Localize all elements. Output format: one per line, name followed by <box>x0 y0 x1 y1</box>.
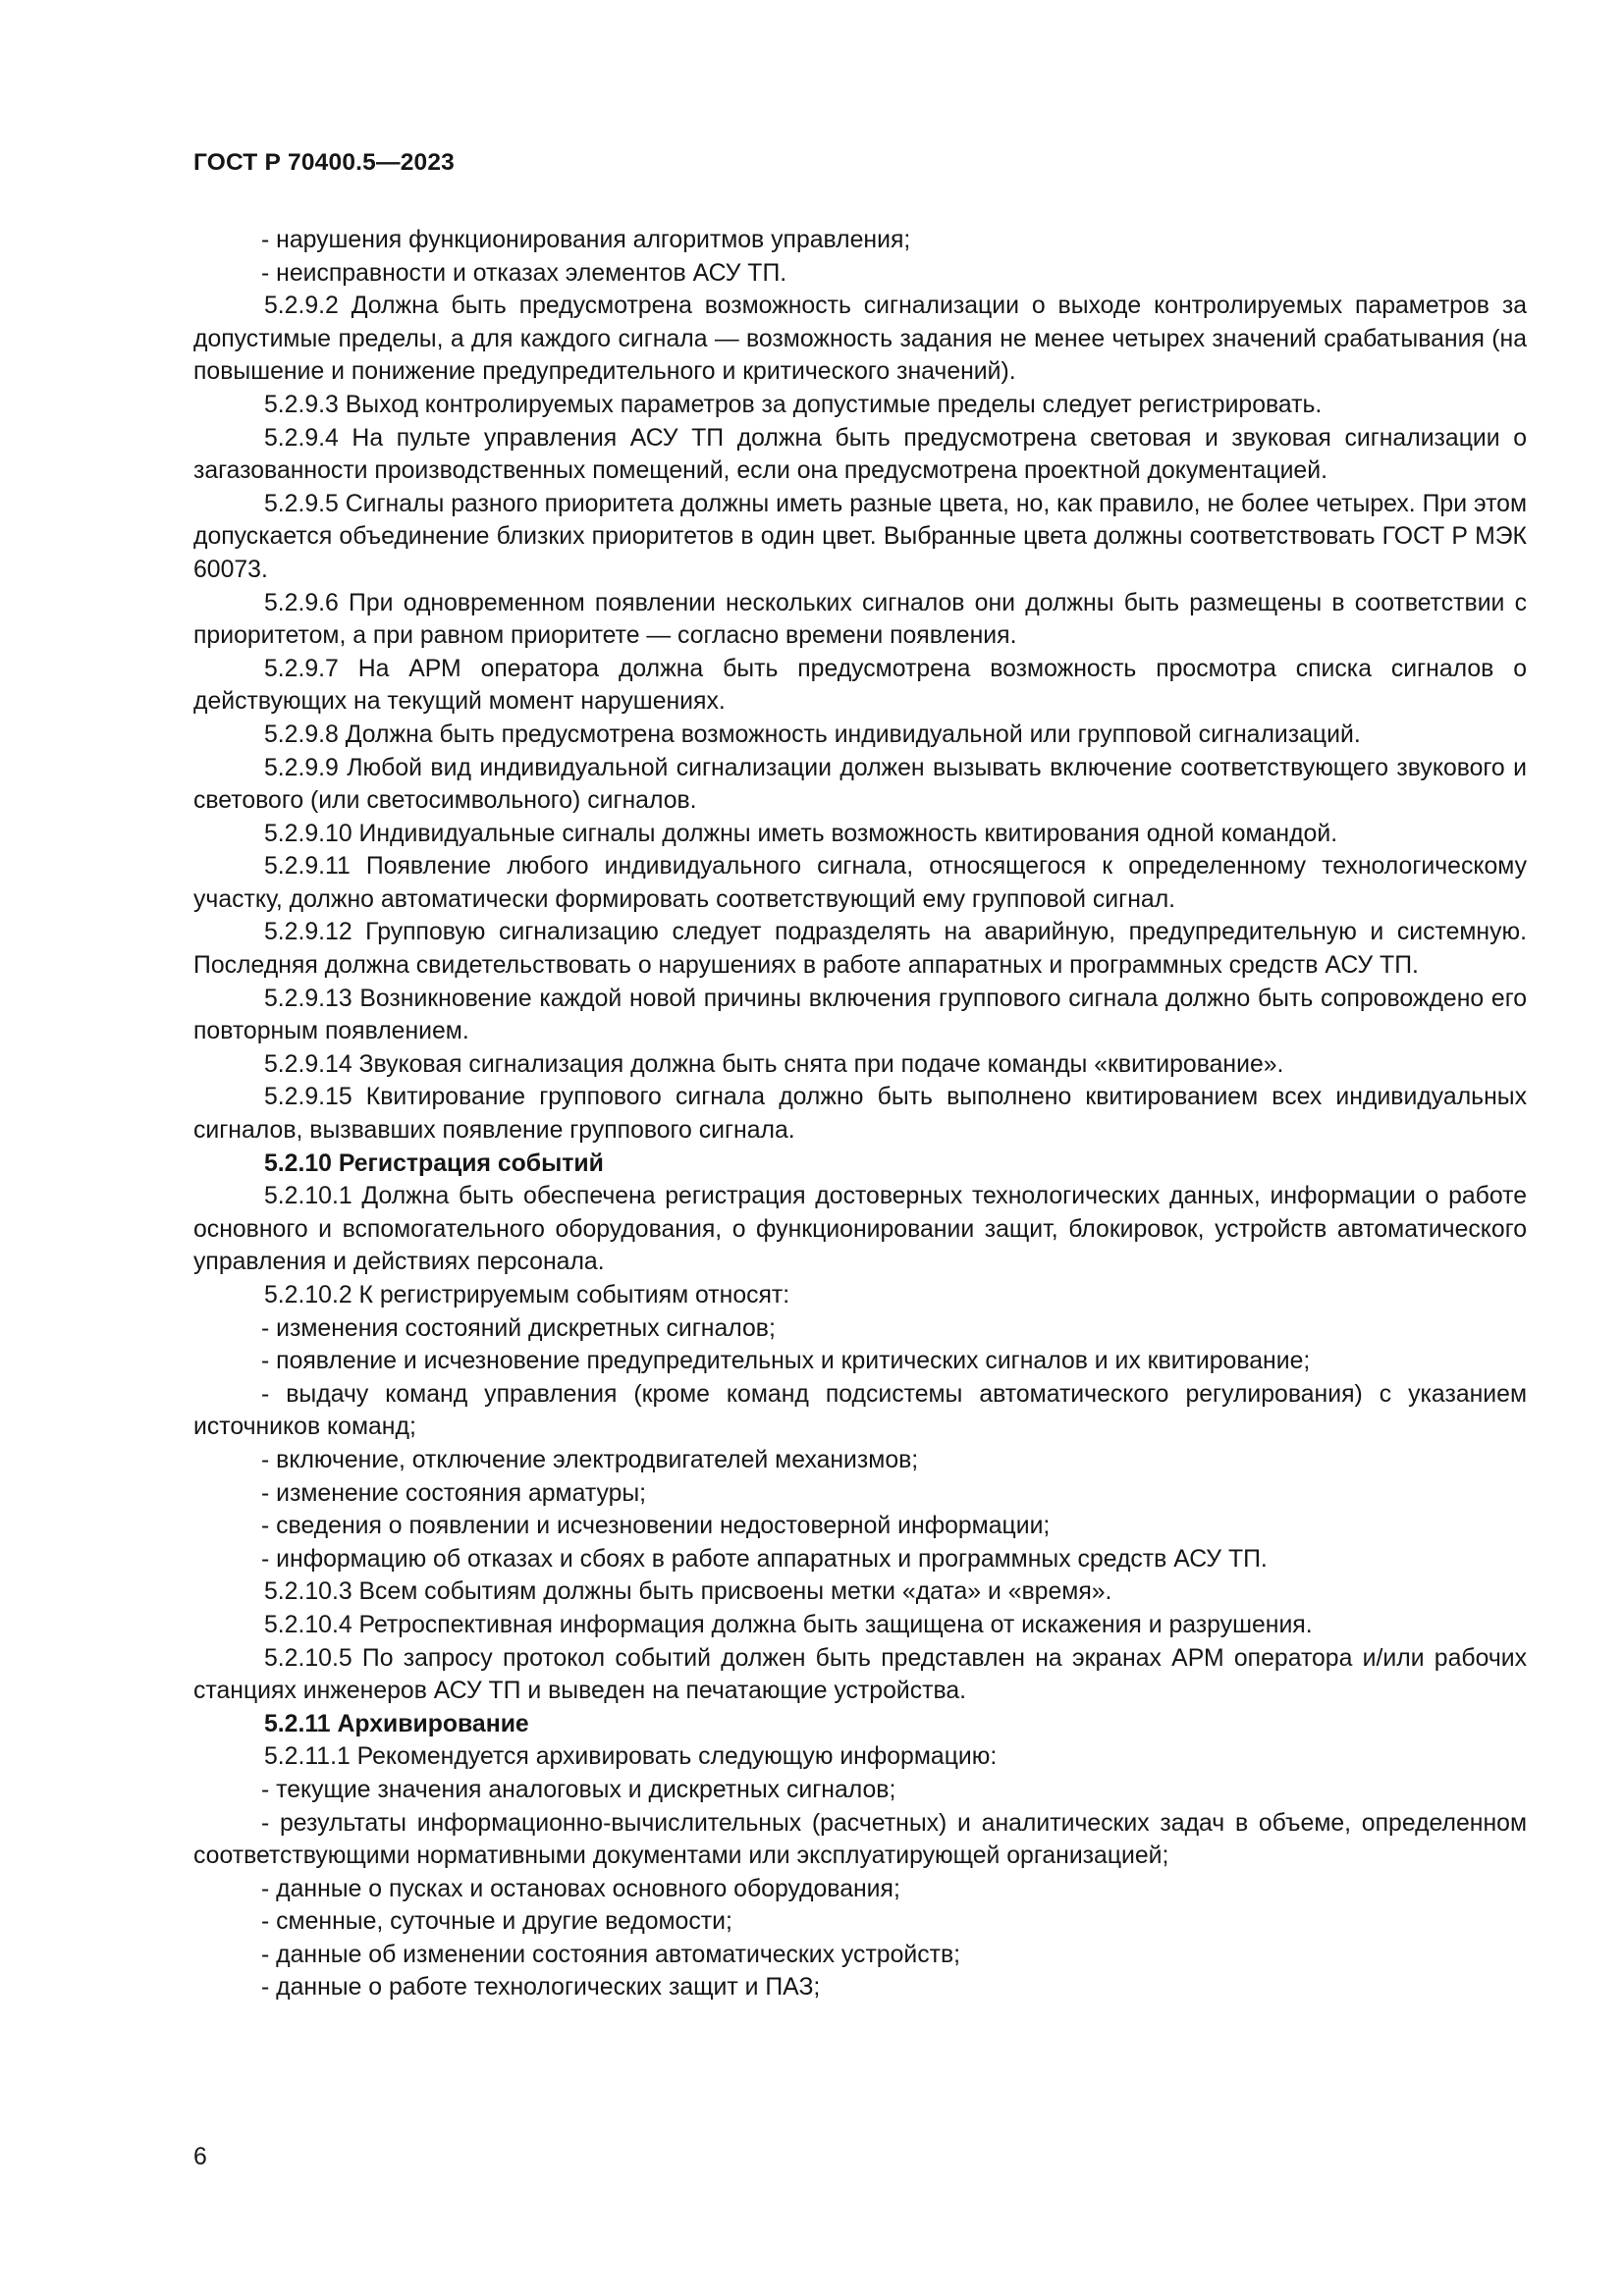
clause-paragraph: 5.2.10.2 К регистрируемым событиям относят: <box>264 1282 790 1308</box>
clause-paragraph: 5.2.9.6 При одновременном появлении нескольких сигналов они должны быть размещены в соответствии с приоритетом, а при равном приоритете — согласно времени появления. <box>193 589 1527 650</box>
section-heading: 5.2.11 Архивирование <box>264 1710 529 1737</box>
clause-paragraph: 5.2.9.12 Групповую сигнализацию следует подразделять на аварийную, предупредительную и системную. Последняя должна свидетельствовать о нарушениях в работе аппаратных и программных средств АСУ ТП. <box>193 919 1527 980</box>
clause-paragraph: 5.2.9.2 Должна быть предусмотрена возможность сигнализации о выходе контролируемых параметров за допустимые пределы, а для каждого сигнала — возможность задания не менее четырех значений срабатывания (на повышение и понижение предупредительного и критического значений). <box>193 293 1527 386</box>
section-heading: 5.2.10 Регистрация событий <box>264 1149 604 1177</box>
clause-paragraph: 5.2.10.1 Должна быть обеспечена регистрация достоверных технологических данных, информации о работе основного и вспомогательного оборудования, о функционировании защит, блокировок, устройств автоматического управления и действиях персонала. <box>193 1183 1527 1276</box>
list-item: - результаты информационно-вычислительных (расчетных) и аналитических задач в объеме, определенном соответствующими нормативными документами или эксплуатирующей организацией; <box>193 1809 1527 1870</box>
document-body <box>193 224 1527 2004</box>
list-item: - появление и исчезновение предупредительных и критических сигналов и их квитирование; <box>261 1348 1311 1375</box>
list-item: - сведения о появлении и исчезновении недостоверной информации; <box>261 1513 1051 1540</box>
list-item: - данные о пусках и остановах основного оборудования; <box>261 1875 900 1902</box>
clause-paragraph: 5.2.9.9 Любой вид индивидуальной сигнализации должен вызывать включение соответствующего звукового и светового (или светосимвольного) сигналов. <box>193 754 1527 815</box>
list-item: - изменение состояния арматуры; <box>261 1479 647 1507</box>
list-item: - текущие значения аналоговых и дискретных сигналов; <box>261 1776 896 1803</box>
list-item: - нарушения функционирования алгоритмов управления; <box>261 227 911 253</box>
clause-paragraph: 5.2.9.5 Сигналы разного приоритета должны иметь разные цвета, но, как правило, не более четырех. При этом допускается объединение близких приоритетов в один цвет. Выбранные цвета должны соответствовать ГОСТ Р МЭК 60073. <box>193 490 1527 583</box>
clause-paragraph: 5.2.9.7 На АРМ оператора должна быть предусмотрена возможность просмотра списка сигналов о действующих на текущий момент нарушениях. <box>193 655 1527 716</box>
clause-paragraph: 5.2.9.15 Квитирование группового сигнала должно быть выполнено квитированием всех индивидуальных сигналов, вызвавших появление группового сигнала. <box>193 1084 1527 1145</box>
clause-paragraph: 5.2.9.10 Индивидуальные сигналы должны иметь возможность квитирования одной командой. <box>264 820 1338 847</box>
clause-paragraph: 5.2.9.14 Звуковая сигнализация должна быть снята при подаче команды «квитирование». <box>264 1050 1284 1078</box>
list-item: - включение, отключение электродвигателей механизмов; <box>261 1446 919 1473</box>
list-item: - выдачу команд управления (кроме команд подсистемы автоматического регулирования) с указанием источников команд; <box>193 1380 1527 1441</box>
clause-paragraph: 5.2.11.1 Рекомендуется архивировать следующую информацию: <box>264 1743 998 1771</box>
page-number: 6 <box>193 2144 207 2170</box>
clause-paragraph: 5.2.9.8 Должна быть предусмотрена возможность индивидуальной или групповой сигнализаций. <box>264 721 1361 748</box>
document-code-header: ГОСТ Р 70400.5—2023 <box>193 149 455 176</box>
list-item: - сменные, суточные и другие ведомости; <box>261 1908 732 1936</box>
clause-paragraph: 5.2.9.4 На пульте управления АСУ ТП должна быть предусмотрена световая и звуковая сигнализации о загазованности производственных помещений, если она предусмотрена проектной документацией. <box>193 424 1527 485</box>
clause-paragraph: 5.2.10.3 Всем событиям должны быть присвоены метки «дата» и «время». <box>264 1578 1112 1606</box>
list-item: - данные о работе технологических защит и ПАЗ; <box>261 1974 821 2002</box>
list-item: - изменения состояний дискретных сигналов; <box>261 1314 776 1342</box>
list-item: - данные об изменении состояния автоматических устройств; <box>261 1941 961 1968</box>
list-item: - информацию об отказах и сбоях в работе аппаратных и программных средств АСУ ТП. <box>261 1545 1268 1573</box>
clause-paragraph: 5.2.9.3 Выход контролируемых параметров за допустимые пределы следует регистрировать. <box>264 391 1323 418</box>
clause-paragraph: 5.2.10.4 Ретроспективная информация должна быть защищена от искажения и разрушения. <box>264 1611 1313 1638</box>
clause-paragraph: 5.2.9.13 Возникновение каждой новой причины включения группового сигнала должно быть сопровождено его повторным появлением. <box>193 985 1527 1045</box>
list-item: - неисправности и отказах элементов АСУ ТП. <box>261 259 787 287</box>
clause-paragraph: 5.2.9.11 Появление любого индивидуального сигнала, относящегося к определенному технологическому участку, должно автоматически формировать соответствующий ему групповой сигнал. <box>193 853 1527 913</box>
clause-paragraph: 5.2.10.5 По запросу протокол событий должен быть представлен на экранах АРМ оператора и/или рабочих станциях инженеров АСУ ТП и выведен на печатающие устройства. <box>193 1644 1527 1705</box>
